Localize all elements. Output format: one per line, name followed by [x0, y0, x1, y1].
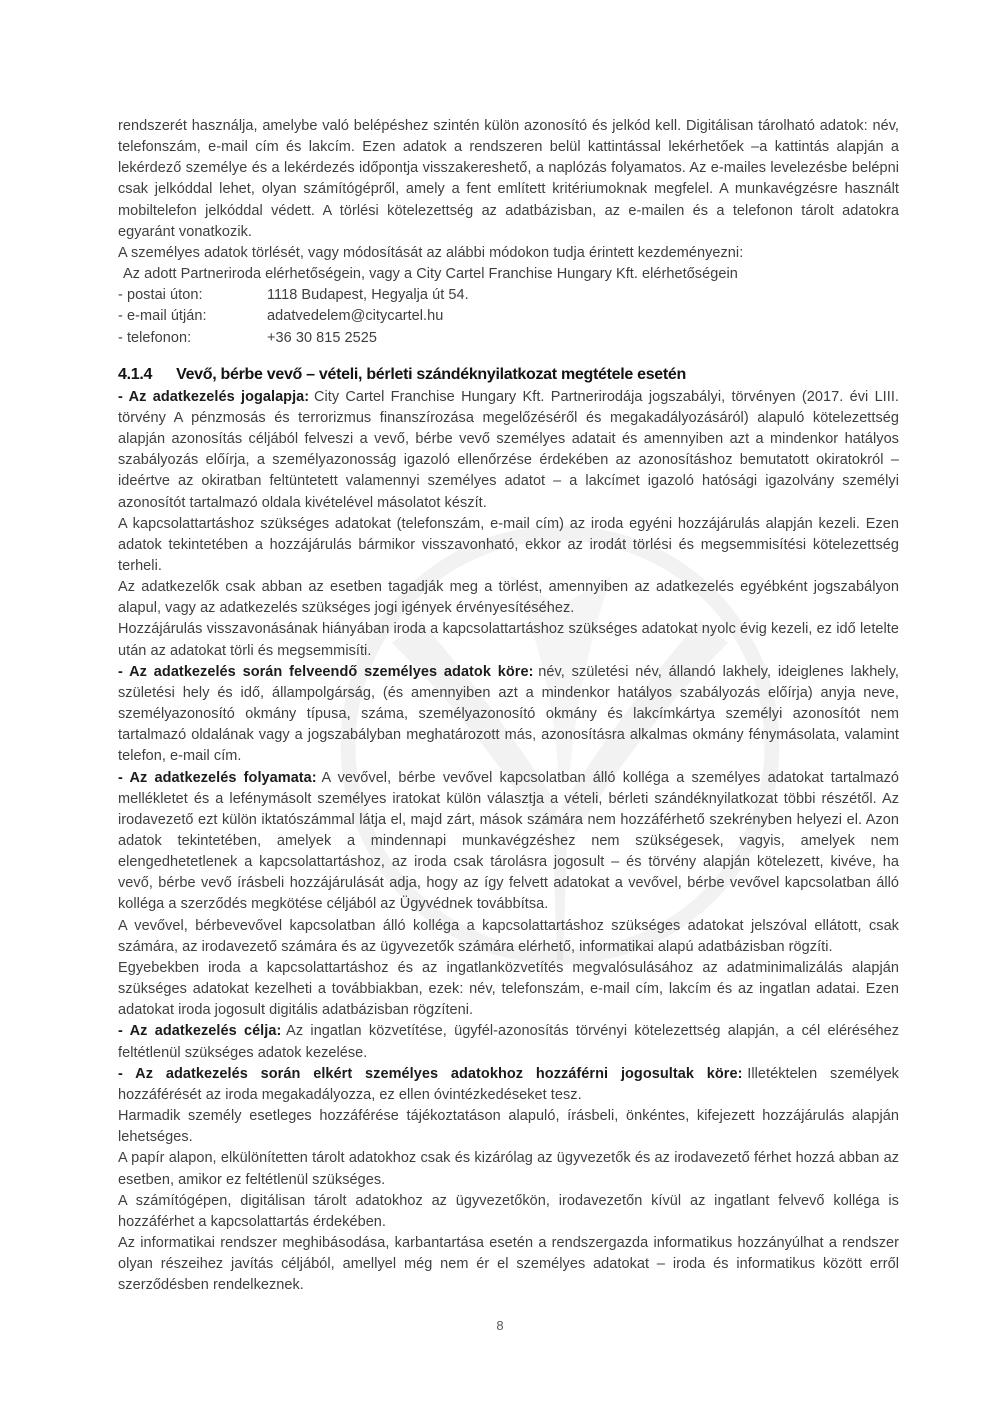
paragraph-text: A vevővel, bérbevevővel kapcsolatban álló kolléga a kapcsolattartáshoz szükséges adatokat jelszóval ellátott, csak számára, az irodavezető számára és az ügyvezetők számára elérhető, informatikai alapú adatbázisban rögzíti. — [118, 917, 899, 955]
paragraph-text: A vevővel, bérbe vevővel kapcsolatban álló kolléga a személyes adatokat tartalmazó mellékletet és a lefénymásolt személyes iratokat külön választja a vételi, bérleti szándéknyilatkozat többi részétől. Az irodavezető ezt külön iktatószámmal látja el, majd zárt, mások számára nem hozzáférhető szekrényben helyezi el. Azon adatok tekintetében, amelyek a mindennapi munkavégzéshez nem szükségesek, vagyis, amelyek nem elengedhetetlenek a kapcsolattartáshoz, az iroda csak tárolásra jogosult – és törvény alapján kötelezett, kivéve, ha vevő, bérbe vevő írásbeli hozzájárulását adja, hogy az így felvett adatokat a vevővel, bérbe vevővel kapcsolatban álló kolléga a szerződés megkötése céljából az Ügyvédnek továbbítsa. — [118, 769, 900, 913]
paragraph-lead: - Az adatkezelés során elkért személyes adatokhoz hozzáférni jogosultak köre: — [118, 1065, 743, 1082]
paragraph-text: A papír alapon, elkülönítetten tárolt adatokhoz csak és kizárólag az ügyvezetők és az irodavezető férhet hozzá abban az esetben, amikor ez feltétlenül szükséges. — [118, 1150, 899, 1188]
paragraph-text: Az ingatlan közvetítése, ügyfél-azonosítás törvényi kötelezettség alapján, a cél eléréséhez feltétlenül szükséges adatok kezelése. — [118, 1023, 899, 1061]
paragraph — [118, 1233, 899, 1296]
section-number: 4.1.4 — [118, 365, 153, 383]
paragraph-text: Egyebekben iroda a kapcsolattartáshoz és az ingatlanközvetítés megvalósulásához az adatminimalizálás alapján szükséges adatokat kezelheti a továbbiakban, ezek: név, telefonszám, e-mail cím, lakcím és az ingatlan adatai. Ezen adatokat iroda jogosult digitális adatbázisban rögzíteni. — [118, 959, 899, 1019]
paragraph-lead: - Az adatkezelés célja: — [118, 1023, 282, 1040]
paragraph-intro-1: rendszerét használja, amelybe való belépéshez szintén külön azonosító és jelkód kell. Digitálisan tárolható adatok: név, telefonszám, e-mail cím és lakcím. Ezen adatok a rendszeren belül kattintással lekérhetőek –a kattintás alapján a lekérdező személye és a lekérdezés időpontja visszakereshető, a naplózás folyamatos. Az e-mailes levelezésbe belépni csak jelkóddal lehet, olyan számítógépről, amely a fent említett kritériumoknak megfelel. A munkavégzésre használt mobiltelefon jelkóddal védett. A törlési kötelezettség az adatbázisban, az e-mailen és a telefonon tárolt adatokra egyaránt vonatkozik. — [118, 118, 899, 240]
paragraph — [118, 1148, 899, 1190]
paragraph-text: Illetéktelen személyek hozzáférését az iroda megakadályozza, ez ellen óvintézkedéseket tesz. — [118, 1065, 899, 1103]
contact-value: adatvedelem@citycartel.hu — [267, 308, 444, 325]
paragraph-jogalapja — [118, 387, 899, 514]
paragraph — [118, 916, 899, 958]
contact-label: - postai úton: — [118, 287, 203, 304]
paragraph-celja — [118, 1021, 899, 1063]
paragraph-lead: - Az adatkezelés folyamata: — [118, 769, 317, 786]
paragraph-folyamata — [118, 768, 899, 916]
paragraph — [118, 514, 899, 577]
paragraph-text: Harmadik személy esetleges hozzáférése tájékoztatáson alapuló, írásbeli, önkéntes, kifejezett hozzájárulás alapján lehetséges. — [118, 1108, 899, 1146]
section-heading — [118, 364, 899, 386]
paragraph — [118, 1106, 899, 1148]
paragraph — [118, 1191, 899, 1233]
paragraph-text: Az adatkezelők csak abban az esetben tagadják meg a törlést, amennyiben az adatkezelés egyébként jogszabályon alapul, vagy az adatkezelés szükséges jogi igények érvényesítéséhez. — [118, 579, 899, 617]
section-title: Vevő, bérbe vevő – vételi, bérleti szándéknyilatkozat megtétele esetén — [176, 365, 686, 383]
paragraph-lead: - Az adatkezelés jogalapja: — [118, 388, 310, 405]
contact-row-phone — [118, 328, 899, 349]
contact-label: - e-mail útján: — [118, 308, 207, 325]
paragraph-text: név, születési név, állandó lakhely, ideiglenes lakhely, születési hely és idő, állampolgárság, (és amennyiben azt a mindenkor hatályos szabályozás előírja) anyja neve, személyazonosító okmány típusa, száma, személyazonosító okmány és lakcímkártya személyi azonosítót nem tartalmazó oldalának vagy a jogszabályban meghatározott más, azonosításra alkalmas okmány fénymásolata, valamint telefon, e-mail cím. — [118, 663, 899, 765]
paragraph-jogosultak-kore — [118, 1064, 899, 1106]
contact-row-postal — [118, 285, 899, 306]
paragraph-text: A kapcsolattartáshoz szükséges adatokat (telefonszám, e-mail cím) az iroda egyéni hozzájárulás alapján kezeli. Ezen adatok tekintetében a hozzájárulás bármikor visszavonható, ekkor az irodát törlési és megsemmisítési kötelezettség terheli. — [118, 515, 899, 574]
document-body — [118, 116, 899, 1296]
page-number: 8 — [496, 1318, 504, 1333]
paragraph-text: Az informatikai rendszer meghibásodása, karbantartása esetén a rendszergazda informatikus hozzányúlhat a rendszer olyan részeihez javítás céljából, amellyel még nem ér el személyes adatokat – iroda és informatikus között erről szerződésben rendelkeznek. — [118, 1234, 899, 1294]
paragraph — [118, 619, 899, 661]
paragraph-text: Hozzájárulás visszavonásának hiányában iroda a kapcsolattartáshoz szükséges adatokat nyolc évig kezeli, ez idő letelte után az adatokat törli és megsemmisíti. — [118, 621, 899, 659]
paragraph-intro-3: Az adott Partneriroda elérhetőségein, vagy a City Cartel Franchise Hungary Kft. elérhetőségein — [123, 266, 738, 283]
paragraph-text: City Cartel Franchise Hungary Kft. Partnerirodája jogszabályi, törvényen (2017. évi LIII. törvény A pénzmosás és terrorizmus finanszírozása megelőzéséről és megakadályozásáról) alapuló kötelezettség alapján azonosítás céljából felveszi a vevő, bérbe vevő személyes adatait és amennyiben azt a mindenkor hatályos szabályozás előírja, a személyazonosság igazoló ellenőrzése érdekében az azonosításhoz bemutatott okiratokról – ideértve az okiratban feltüntetett valamennyi személyes adatot – a lakcímet igazoló hatósági igazolvány személyi azonosítót tartalmazó oldala kivételével másolatot készít. — [118, 388, 899, 511]
paragraph-felveendo-adatok — [118, 662, 899, 768]
paragraph-text: A számítógépen, digitálisan tárolt adatokhoz az ügyvezetőkön, irodavezetőn kívül az ingatlant felvevő kolléga is hozzáférhet a kapcsolattartás érdekében. — [118, 1192, 899, 1230]
contact-row-email — [118, 306, 899, 327]
paragraph — [118, 577, 899, 619]
paragraph-intro-2: A személyes adatok törlését, vagy módosítását az alábbi módokon tudja érintett kezdeményezni: — [118, 244, 744, 261]
contact-value: +36 30 815 2525 — [267, 329, 378, 346]
contact-value: 1118 Budapest, Hegyalja út 54. — [267, 287, 469, 304]
contact-label: - telefonon: — [118, 329, 192, 346]
paragraph-lead: - Az adatkezelés során felveendő személyes adatok köre: — [118, 663, 534, 680]
paragraph — [118, 958, 899, 1021]
